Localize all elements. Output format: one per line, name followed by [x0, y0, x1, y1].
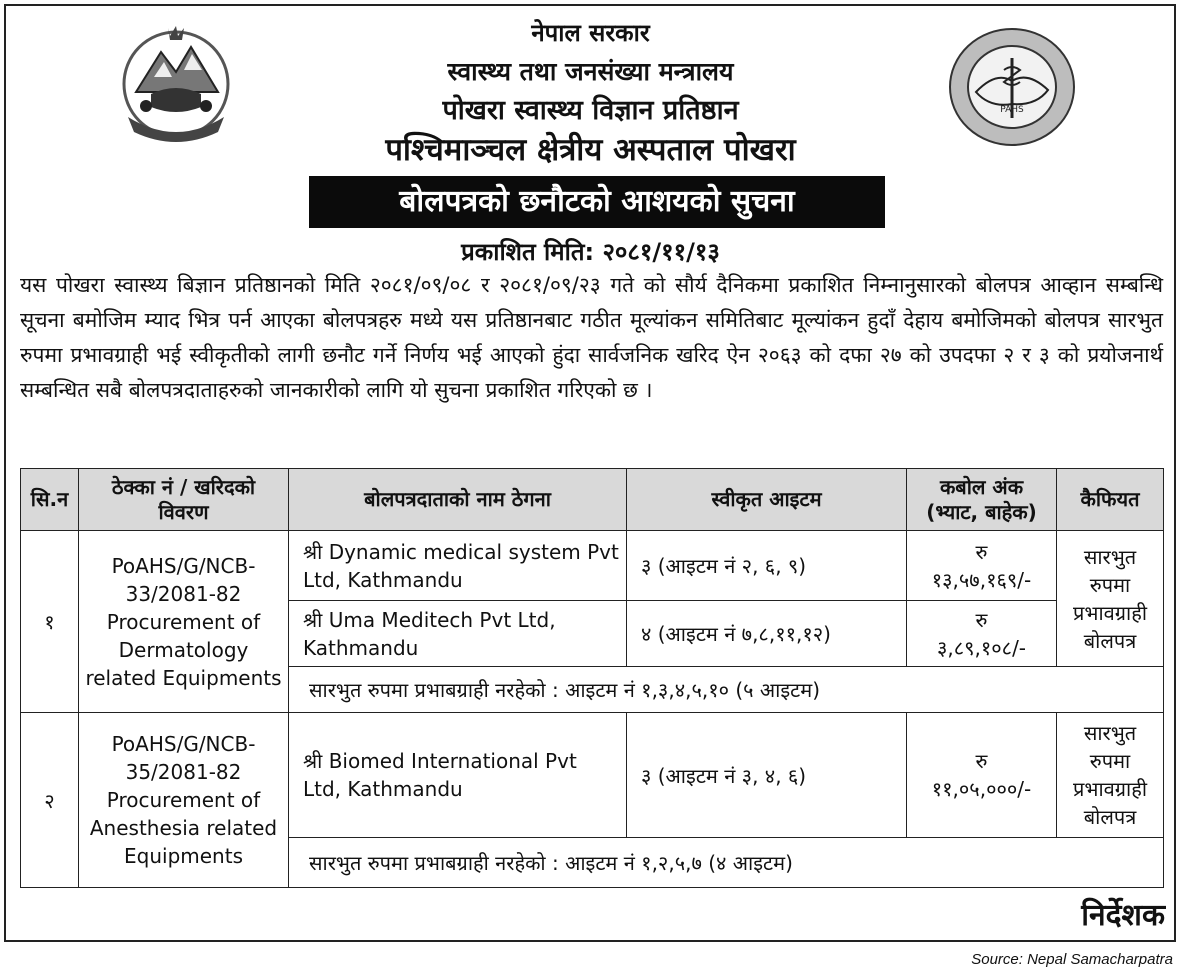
hospital-name: पश्चिमाञ्चल क्षेत्रीय अस्पताल पोखरा: [385, 132, 796, 168]
col-header-sn: सि.न: [21, 469, 79, 531]
bid-amount: [907, 601, 1057, 667]
published-date: प्रकाशित मिति: २०८१/११/१३: [461, 238, 720, 266]
institute-name: पोखरा स्वास्थ्य विज्ञान प्रतिष्ठान: [442, 95, 739, 126]
svg-text:PAHS: PAHS: [1000, 105, 1024, 115]
col-header-items: स्वीकृत आइटम: [627, 469, 907, 531]
ministry-name: स्वास्थ्य तथा जनसंख्या मन्त्रालय: [447, 57, 734, 86]
accepted-items: ३ (आइटम नं २, ६, ९): [627, 531, 907, 601]
row-contract: PoAHS/G/NCB-33/2081-82 Procurement of Dermatology related Equipments: [79, 531, 289, 713]
accepted-items: ३ (आइटम नं ३, ४, ६): [627, 713, 907, 837]
amount-value: १३,५७,१६९/-: [931, 567, 1032, 592]
row-sn: १: [21, 531, 79, 713]
government-name: नेपाल सरकार: [531, 19, 650, 47]
col-header-bidder: बोलपत्रदाताको नाम ठेगना: [289, 469, 627, 531]
amount-value: ११,०५,०००/-: [931, 777, 1032, 802]
currency-label: रु: [975, 539, 988, 564]
table-row: [21, 531, 1164, 601]
bidder-name: श्री Dynamic medical system Pvt Ltd, Kathmandu: [289, 531, 627, 601]
currency-label: रु: [975, 749, 988, 774]
col-header-amount: कबोल अंक (भ्याट, बाहेक): [907, 469, 1057, 531]
row-remarks: सारभुत रुपमा प्रभावग्राही बोलपत्र: [1057, 713, 1164, 837]
signatory-title: निर्देशक: [1081, 898, 1165, 933]
col-header-contract: ठेक्का नं / खरिदको विवरण: [79, 469, 289, 531]
source-credit: Source: Nepal Samacharpatra: [971, 951, 1173, 968]
notice-title-banner: बोलपत्रको छनौटको आशयको सुचना: [309, 176, 885, 228]
bid-amount: [907, 531, 1057, 601]
col-header-remarks: कैफियत: [1057, 469, 1164, 531]
row-contract: PoAHS/G/NCB-35/2081-82 Procurement of Anesthesia related Equipments: [79, 713, 289, 888]
table-header-row: [21, 469, 1164, 531]
currency-label: रु: [975, 607, 988, 632]
notice-body-text: यस पोखरा स्वास्थ्य बिज्ञान प्रतिष्ठानको मिति २०८१/०९/०८ र २०८१/०९/२३ गते को सौर्य दैनिकमा प्रकाशित निम्नानुसारको बोलपत्र आव्हान सम्बन्धि सूचना बमोजिम म्याद भित्र पर्न आएका बोलपत्रहरु मध्ये यस प्रतिष्ठानबाट गठीत मूल्यांकन समितिबाट मूल्यांकन हुदाँ देहाय बमोजिमको बोलपत्र सारभुत रुपमा प्रभावग्राही भई स्वीकृतीको लागी छनौट गर्ने निर्णय भई आएको हुंदा सार्वजनिक खरिद ऐन २०६३ को दफा २७ को उपदफा २ र ३ को प्रयोजनार्थ सम्बन्धित सबै बोलपत्रदाताहरुको जानकारीको लागि यो सुचना प्रकाशित गरिएको छ ।: [20, 273, 1163, 402]
row-remarks: सारभुत रुपमा प्रभावग्राही बोलपत्र: [1057, 531, 1164, 667]
table-row: [21, 713, 1164, 837]
tender-table: [20, 468, 1164, 888]
row-sn: २: [21, 713, 79, 888]
bid-amount: [907, 713, 1057, 837]
bidder-name: श्री Biomed International Pvt Ltd, Kathmandu: [289, 713, 627, 837]
amount-value: ३,८९,१०८/-: [936, 635, 1027, 660]
non-responsive-note: सारभुत रुपमा प्रभाबग्राही नरहेको : आइटम नं १,२,५,७ (४ आइटम): [289, 837, 1164, 887]
non-responsive-note: सारभुत रुपमा प्रभाबग्राही नरहेको : आइटम नं १,३,४,५,१० (५ आइटम): [289, 667, 1164, 713]
accepted-items: ४ (आइटम नं ७,८,११,१२): [627, 601, 907, 667]
bidder-name: श्री Uma Meditech Pvt Ltd, Kathmandu: [289, 601, 627, 667]
